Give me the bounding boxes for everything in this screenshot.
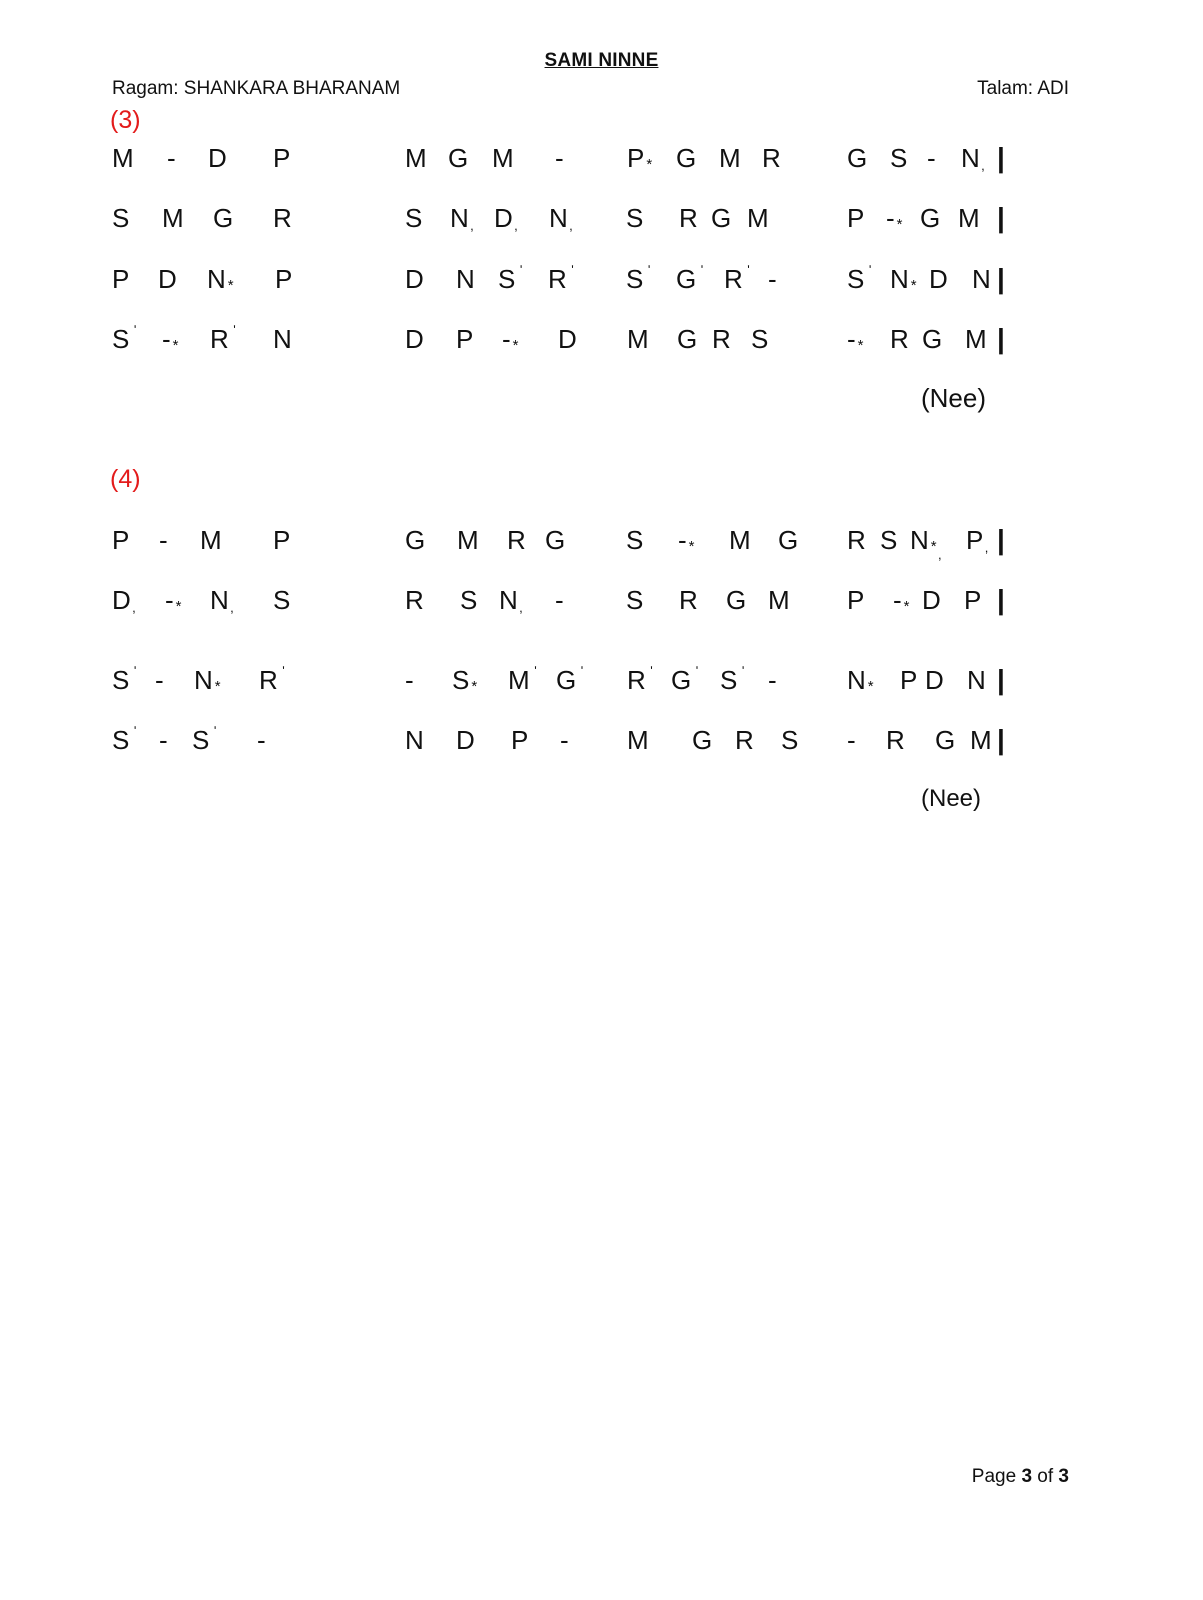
page-number: Page 3 of 3 [971, 1466, 1069, 1487]
swara-note: P [112, 525, 130, 555]
swara-note: R [679, 203, 698, 233]
swara-note: G [847, 143, 868, 173]
extend-mark: * [867, 678, 874, 695]
swara-note: R ʹ [210, 324, 229, 354]
swara-note: S ʹ [112, 725, 129, 755]
swara-note: R [273, 203, 292, 233]
swara-note: M [958, 203, 980, 233]
swara-note: M [729, 525, 751, 555]
rest-mark: - [768, 264, 777, 294]
swara-note: N , [549, 203, 568, 233]
extend-mark: * [471, 678, 478, 695]
swara-note: N [273, 324, 292, 354]
swara-note: G [922, 324, 943, 354]
rest-mark: - [155, 665, 164, 695]
swara-note: N * [207, 264, 234, 294]
rest-mark: - [768, 665, 777, 695]
swara-note: M [405, 143, 427, 173]
swara-note: R ʹ [627, 665, 646, 695]
extend-mark: * [512, 337, 519, 354]
swara-note: D , [494, 203, 513, 233]
extend-mark: * [688, 538, 695, 555]
extend-mark: * [227, 277, 234, 294]
swara-note: P [847, 585, 865, 615]
swara-note: N [967, 665, 986, 695]
swara-note: N * [194, 665, 221, 695]
high-octave-mark: ʹ [700, 262, 704, 277]
rest-mark: - * [162, 324, 179, 354]
talam-label: Talam: ADI [977, 78, 1069, 99]
swara-note: N * , [910, 525, 937, 562]
bar-line: | [997, 263, 1005, 294]
high-octave-mark: ʹ [233, 322, 236, 337]
swara-note: S [626, 585, 644, 615]
swara-note: G [405, 525, 426, 555]
swara-note: D [922, 585, 941, 615]
swara-note: S ʹ [847, 264, 864, 294]
swara-note: R [679, 585, 698, 615]
swara-note: S [460, 585, 478, 615]
bar-line: | [997, 724, 1005, 755]
swara-note: M [747, 203, 769, 233]
notation-row [0, 203, 1203, 243]
swara-note: P [847, 203, 865, 233]
swara-note: P [273, 525, 291, 555]
swara-note: G [726, 585, 747, 615]
rest-mark: - [167, 143, 176, 173]
notation-row [0, 525, 1203, 565]
low-octave-mark: , [132, 600, 136, 615]
lyric-cue: (Nee) [921, 383, 987, 413]
swara-note: S [890, 143, 908, 173]
extend-mark: * [903, 598, 910, 615]
swara-note: N [405, 725, 424, 755]
swara-note: S [273, 585, 291, 615]
swara-note: G ʹ [556, 665, 576, 695]
swara-note: P * [627, 143, 653, 173]
high-octave-mark: ʹ [747, 262, 750, 277]
rest-mark: - * [847, 324, 864, 354]
extend-mark: * [646, 156, 653, 173]
swara-note: M [627, 324, 649, 354]
low-octave-mark: , [938, 547, 942, 562]
high-octave-mark: ʹ [213, 723, 217, 738]
swara-note: D [925, 665, 944, 695]
high-octave-mark: ʹ [650, 663, 653, 678]
extend-mark: * [910, 277, 917, 294]
rest-mark: - * [165, 585, 182, 615]
swara-note: S [112, 203, 130, 233]
swara-note: M ʹ [508, 665, 530, 695]
high-octave-mark: ʹ [580, 663, 584, 678]
swara-note: G ʹ [671, 665, 691, 695]
swara-note: P [900, 665, 918, 695]
high-octave-mark: ʹ [519, 262, 523, 277]
swara-note: R [507, 525, 526, 555]
swara-note: M [768, 585, 790, 615]
swara-note: R [712, 324, 731, 354]
swara-note: N , [499, 585, 518, 615]
rest-mark: - [555, 585, 564, 615]
swara-note: M [492, 143, 514, 173]
swara-note: M [965, 324, 987, 354]
rest-mark: - [555, 143, 564, 173]
swara-note: M [457, 525, 479, 555]
swara-note: G [711, 203, 732, 233]
swara-note: P [456, 324, 474, 354]
high-octave-mark: ʹ [534, 663, 537, 678]
bar-line: | [997, 584, 1005, 615]
swara-note: S ʹ [112, 324, 129, 354]
section-label-3: (3) [110, 106, 141, 134]
extend-mark: * [172, 337, 179, 354]
rest-mark: - * [502, 324, 519, 354]
swara-note: P [511, 725, 529, 755]
high-octave-mark: ʹ [133, 663, 137, 678]
swara-note: M [970, 725, 992, 755]
bar-line: | [997, 524, 1005, 555]
low-octave-mark: , [514, 218, 518, 233]
extend-mark: * [930, 538, 937, 555]
swara-note: D [405, 324, 424, 354]
swara-note: G ʹ [676, 264, 696, 294]
bar-line: | [997, 664, 1005, 695]
rest-mark: - * [678, 525, 695, 555]
swara-note: D [558, 324, 577, 354]
low-octave-mark: , [984, 540, 989, 555]
rest-mark: - [257, 725, 266, 755]
extend-mark: * [214, 678, 221, 695]
bar-line: | [997, 142, 1005, 173]
swara-note: G [545, 525, 566, 555]
swara-note: P , [966, 525, 983, 555]
rest-mark: - [159, 525, 168, 555]
swara-note: S ʹ [498, 264, 515, 294]
extend-mark: * [857, 337, 864, 354]
high-octave-mark: ʹ [741, 663, 745, 678]
swara-note: G [676, 143, 697, 173]
swara-note: S ʹ [112, 665, 129, 695]
swara-note: D [456, 725, 475, 755]
swara-note: S ʹ [720, 665, 737, 695]
low-octave-mark: , [470, 218, 474, 233]
rest-mark: - [847, 725, 856, 755]
low-octave-mark: , [519, 600, 523, 615]
low-octave-mark: , [569, 218, 573, 233]
swara-note: R ʹ [724, 264, 743, 294]
swara-note: R [890, 324, 909, 354]
swara-note: D [208, 143, 227, 173]
swara-note: M [200, 525, 222, 555]
swara-note: S [880, 525, 898, 555]
swara-note: R [762, 143, 781, 173]
rest-mark: - * [886, 203, 903, 233]
bar-line: | [997, 323, 1005, 354]
swara-note: G [448, 143, 469, 173]
high-octave-mark: ʹ [868, 262, 872, 277]
swara-note: M [719, 143, 741, 173]
swara-note: S [751, 324, 769, 354]
swara-note: P [273, 143, 291, 173]
swara-note: P [275, 264, 293, 294]
swara-note: N , [961, 143, 980, 173]
high-octave-mark: ʹ [695, 663, 699, 678]
swara-note: S * [452, 665, 478, 695]
swara-note: G [935, 725, 956, 755]
swara-note: R [405, 585, 424, 615]
swara-note: N [972, 264, 991, 294]
swara-note: R ʹ [259, 665, 278, 695]
low-octave-mark: , [230, 600, 234, 615]
rest-mark: - [405, 665, 414, 695]
swara-note: P [964, 585, 982, 615]
swara-note: G [677, 324, 698, 354]
swara-note: G [920, 203, 941, 233]
swara-note: R ʹ [548, 264, 567, 294]
swara-note: M [627, 725, 649, 755]
high-octave-mark: ʹ [133, 322, 137, 337]
extend-mark: * [896, 216, 903, 233]
high-octave-mark: ʹ [571, 262, 574, 277]
swara-note: N * [847, 665, 874, 695]
ragam-label: Ragam: SHANKARA BHARANAM [112, 78, 401, 99]
swara-note: S [626, 203, 644, 233]
swara-note: R [735, 725, 754, 755]
swara-note: N [456, 264, 475, 294]
swara-note: G [778, 525, 799, 555]
swara-note: S [781, 725, 799, 755]
swara-note: D [158, 264, 177, 294]
swara-note: M [112, 143, 134, 173]
swara-note: P [112, 264, 130, 294]
swara-note: N , [450, 203, 469, 233]
rest-mark: - [159, 725, 168, 755]
notation-row [0, 143, 1203, 183]
swara-note: D [405, 264, 424, 294]
notation-row [0, 324, 1203, 364]
swara-note: R [847, 525, 866, 555]
swara-note: N , [210, 585, 229, 615]
high-octave-mark: ʹ [282, 663, 285, 678]
swara-note: G [213, 203, 234, 233]
song-title: SAMI NINNE [544, 50, 659, 71]
swara-note: S ʹ [626, 264, 643, 294]
swara-note: M [162, 203, 184, 233]
rest-mark: - [927, 143, 936, 173]
notation-row [0, 725, 1203, 765]
notation-row [0, 665, 1203, 705]
high-octave-mark: ʹ [647, 262, 651, 277]
swara-note: D [929, 264, 948, 294]
low-octave-mark: , [981, 158, 985, 173]
swara-note: S [626, 525, 644, 555]
notation-row [0, 585, 1203, 625]
rest-mark: - [560, 725, 569, 755]
swara-note: G [692, 725, 713, 755]
notation-row [0, 264, 1203, 304]
swara-note: S ʹ [192, 725, 209, 755]
bar-line: | [997, 202, 1005, 233]
lyric-cue: (Nee) [921, 785, 982, 812]
section-label-4: (4) [110, 465, 141, 493]
swara-note: N * [890, 264, 917, 294]
swara-note: D , [112, 585, 131, 615]
swara-note: S [405, 203, 423, 233]
high-octave-mark: ʹ [133, 723, 137, 738]
rest-mark: - * [893, 585, 910, 615]
extend-mark: * [175, 598, 182, 615]
swara-note: R [886, 725, 905, 755]
